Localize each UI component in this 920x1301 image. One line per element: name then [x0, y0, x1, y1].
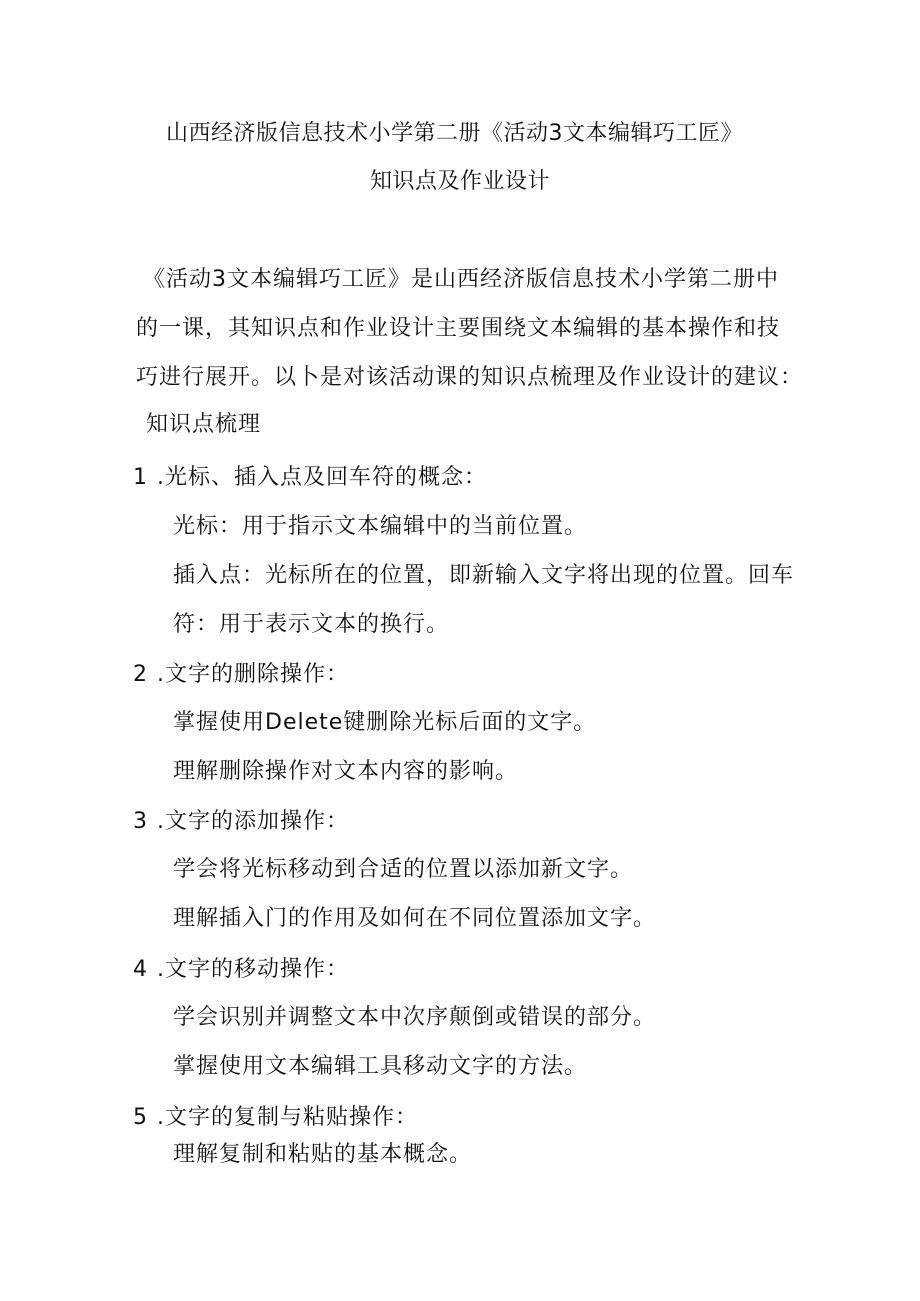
- item-3-number: 3: [133, 809, 147, 834]
- intro-line-1: 《活动3文本编辑巧工匠》是山西经济版信息技术小学第二册中: [143, 267, 779, 292]
- item-4-heading: .文字的移动操作：: [157, 957, 349, 982]
- item-2-heading: .文字的删除操作：: [157, 662, 349, 687]
- item-3-line-2: 理解插入门的作用及如何在不同位置添加文字。: [173, 906, 657, 931]
- item-1-line-1: 光标：用于指示文本编辑中的当前位置。: [173, 514, 588, 539]
- item-5-number: 5: [133, 1105, 147, 1130]
- intro-line-2: 的一课，其知识点和作业设计主要围绕文本编辑的基本操作和技: [136, 316, 781, 341]
- section-heading: 知识点梳理: [146, 412, 262, 437]
- title-line-2: 知识点及作业设计: [370, 169, 551, 194]
- title-line-1: 山西经济版信息技术小学第二册《活动3文本编辑巧工匠》: [166, 121, 743, 146]
- item-3-heading: .文字的添加操作：: [157, 809, 349, 834]
- item-3-line-1: 学会将光标移动到合适的位置以添加新文字。: [173, 857, 634, 882]
- intro-line-3: 巧进行展开。以卜是对该活动课的知识点梳理及作业设计的建议：: [136, 365, 804, 390]
- item-2-number: 2: [133, 662, 147, 687]
- item-4-line-1: 学会识别并调整文本中次序颠倒或错误的部分。: [173, 1005, 657, 1030]
- item-4-line-2: 掌握使用文本编辑工具移动文字的方法。: [173, 1054, 588, 1079]
- item-1-number: 1: [133, 465, 147, 490]
- item-1-heading: .光标、插入点及回车符的概念：: [157, 465, 487, 490]
- item-2-line-2: 理解删除操作对文本内容的影响。: [173, 759, 519, 784]
- item-2-line-1: 掌握使用Delete键删除光标后面的文字。: [173, 710, 597, 735]
- item-1-line-3: 符：用于表示文本的换行。: [173, 612, 450, 637]
- item-5-heading: .文字的复制与粘贴操作：: [157, 1105, 418, 1130]
- item-1-line-2: 插入点：光标所在的位置，即新输入文字将出现的位置。回车: [173, 563, 795, 588]
- item-4-number: 4: [133, 957, 147, 982]
- item-5-line-1: 理解复制和粘贴的基本概念。: [173, 1142, 473, 1167]
